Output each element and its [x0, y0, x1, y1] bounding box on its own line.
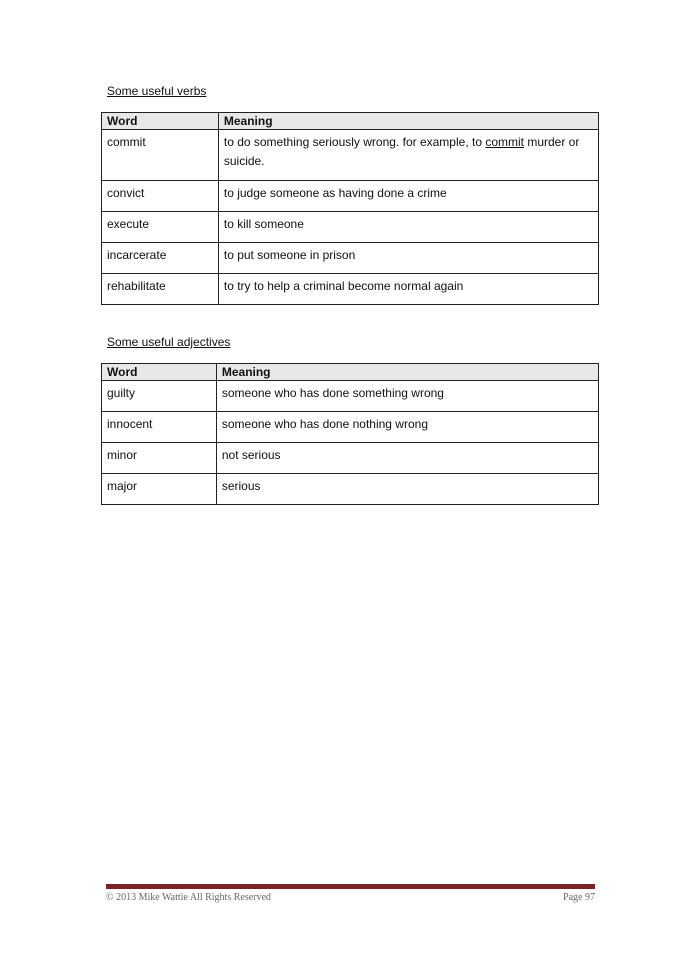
- meaning-cell: someone who has done something wrong: [216, 381, 598, 412]
- underlined-word: commit: [485, 135, 524, 149]
- footer-divider-bar: [106, 884, 595, 889]
- adjectives-table: [101, 363, 599, 505]
- word-column-header: Word: [102, 113, 219, 130]
- meaning-cell: [218, 130, 598, 181]
- meaning-cell: to put someone in prison: [218, 243, 598, 274]
- adjectives-header-row: [102, 364, 599, 381]
- word-cell: innocent: [102, 412, 217, 443]
- meaning-text-part: to do something seriously wrong. for example, to: [223, 135, 486, 149]
- meaning-cell: to kill someone: [218, 212, 598, 243]
- word-cell: rehabilitate: [102, 274, 219, 305]
- meaning-column-header: Meaning: [216, 364, 598, 381]
- verbs-table: [101, 112, 599, 305]
- table-row: [102, 130, 599, 181]
- meaning-cell: to judge someone as having done a crime: [218, 181, 598, 212]
- meaning-cell: not serious: [216, 443, 598, 474]
- meaning-cell: someone who has done nothing wrong: [216, 412, 598, 443]
- footer-page-number: Page 97: [563, 892, 595, 903]
- word-cell: execute: [102, 212, 219, 243]
- table-row: [102, 212, 599, 243]
- meaning-cell: to try to help a criminal become normal again: [218, 274, 598, 305]
- adjectives-section-title: Some useful adjectives: [107, 335, 231, 349]
- table-row: [102, 443, 599, 474]
- word-cell: commit: [102, 130, 219, 181]
- table-row: [102, 412, 599, 443]
- meaning-cell: serious: [216, 474, 598, 505]
- table-row: [102, 243, 599, 274]
- verbs-section-title: Some useful verbs: [107, 84, 207, 98]
- word-cell: incarcerate: [102, 243, 219, 274]
- footer-copyright: © 2013 Mike Wattie All Rights Reserved: [106, 892, 271, 903]
- word-cell: major: [102, 474, 217, 505]
- table-row: [102, 381, 599, 412]
- table-row: [102, 474, 599, 505]
- word-column-header: Word: [102, 364, 217, 381]
- table-row: [102, 274, 599, 305]
- word-cell: guilty: [102, 381, 217, 412]
- table-row: [102, 181, 599, 212]
- meaning-text-part: murder or suicide.: [223, 135, 580, 168]
- word-cell: convict: [102, 181, 219, 212]
- meaning-column-header: Meaning: [218, 113, 598, 130]
- verbs-header-row: [102, 113, 599, 130]
- word-cell: minor: [102, 443, 217, 474]
